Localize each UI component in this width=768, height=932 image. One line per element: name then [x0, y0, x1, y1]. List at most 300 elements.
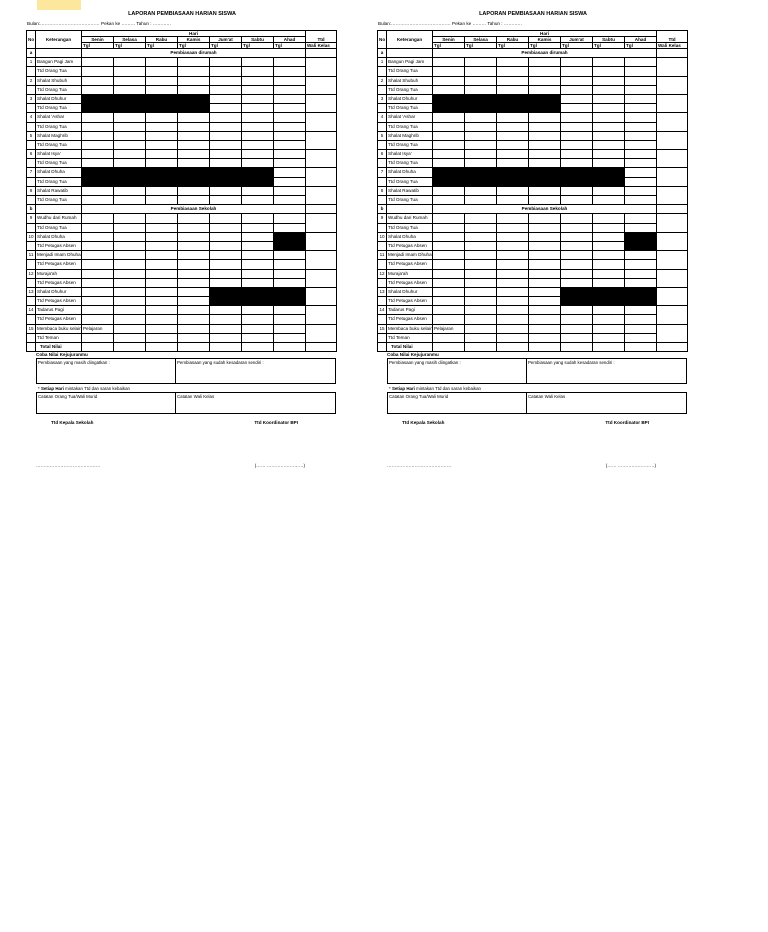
day-cell[interactable] — [242, 104, 274, 113]
day-cell[interactable] — [114, 85, 146, 94]
day-cell[interactable] — [114, 76, 146, 85]
wali-ttd-cell[interactable] — [657, 94, 688, 112]
tgl-cell[interactable]: Tgl — [497, 43, 529, 49]
wali-ttd-cell[interactable] — [306, 58, 337, 76]
wali-ttd-cell[interactable] — [657, 76, 688, 94]
day-cell[interactable] — [242, 85, 274, 94]
day-cell[interactable] — [529, 168, 561, 177]
day-cell[interactable] — [242, 168, 274, 177]
day-cell[interactable] — [561, 306, 593, 315]
day-cell[interactable] — [561, 85, 593, 94]
day-cell[interactable] — [178, 131, 210, 140]
day-cell[interactable] — [465, 76, 497, 85]
day-cell[interactable] — [242, 76, 274, 85]
day-cell[interactable] — [625, 67, 657, 76]
tgl-cell[interactable]: Tgl — [433, 43, 465, 49]
day-cell[interactable] — [114, 251, 146, 260]
day-cell[interactable] — [178, 122, 210, 131]
day-cell[interactable] — [114, 159, 146, 168]
wali-ttd-cell[interactable] — [306, 287, 337, 305]
day-cell[interactable] — [625, 306, 657, 315]
day-cell[interactable] — [82, 196, 114, 205]
day-cell[interactable] — [82, 85, 114, 94]
day-cell[interactable] — [497, 306, 529, 315]
total-cell[interactable] — [210, 343, 242, 352]
parent-notes-box[interactable]: Catatan Orang Tua/Wali Murid — [36, 392, 176, 414]
day-cell[interactable] — [625, 85, 657, 94]
day-cell[interactable] — [593, 122, 625, 131]
day-cell[interactable] — [274, 140, 306, 149]
day-cell[interactable] — [497, 297, 529, 306]
total-cell[interactable] — [146, 343, 178, 352]
day-cell[interactable] — [242, 150, 274, 159]
day-cell[interactable] — [593, 76, 625, 85]
day-cell[interactable] — [561, 269, 593, 278]
day-cell[interactable] — [82, 159, 114, 168]
day-cell[interactable] — [433, 278, 465, 287]
day-cell[interactable] — [274, 168, 306, 177]
day-cell[interactable] — [433, 159, 465, 168]
day-cell[interactable] — [497, 94, 529, 103]
day-cell[interactable] — [242, 177, 274, 186]
day-cell[interactable] — [178, 269, 210, 278]
day-cell[interactable] — [433, 214, 465, 223]
day-cell[interactable] — [178, 241, 210, 250]
day-cell[interactable] — [114, 131, 146, 140]
day-cell[interactable] — [561, 113, 593, 122]
day-cell[interactable] — [433, 297, 465, 306]
day-cell[interactable] — [593, 315, 625, 324]
day-cell[interactable] — [497, 278, 529, 287]
day-cell[interactable] — [242, 186, 274, 195]
day-cell[interactable] — [242, 67, 274, 76]
day-cell[interactable] — [242, 241, 274, 250]
day-cell[interactable] — [625, 315, 657, 324]
day-cell[interactable] — [593, 113, 625, 122]
day-cell[interactable] — [114, 67, 146, 76]
day-cell[interactable] — [210, 159, 242, 168]
day-cell[interactable] — [433, 131, 465, 140]
day-cell[interactable] — [465, 177, 497, 186]
day-cell[interactable] — [529, 315, 561, 324]
day-cell[interactable] — [274, 241, 306, 250]
tgl-cell[interactable]: Tgl — [146, 43, 178, 49]
day-cell[interactable] — [561, 260, 593, 269]
day-cell[interactable] — [625, 168, 657, 177]
day-cell[interactable] — [210, 241, 242, 250]
day-cell[interactable] — [593, 159, 625, 168]
day-cell[interactable] — [497, 58, 529, 67]
day-cell[interactable] — [529, 67, 561, 76]
day-cell[interactable] — [593, 278, 625, 287]
tgl-cell[interactable]: Tgl — [82, 43, 114, 49]
day-cell[interactable] — [465, 113, 497, 122]
day-cell[interactable] — [114, 333, 146, 342]
day-cell[interactable] — [529, 186, 561, 195]
day-cell[interactable] — [178, 278, 210, 287]
day-cell[interactable] — [561, 122, 593, 131]
day-cell[interactable] — [625, 94, 657, 103]
day-cell[interactable] — [274, 260, 306, 269]
day-cell[interactable] — [146, 177, 178, 186]
day-cell[interactable] — [210, 113, 242, 122]
wali-ttd-cell[interactable] — [306, 306, 337, 324]
day-cell[interactable] — [210, 223, 242, 232]
day-cell[interactable] — [561, 94, 593, 103]
day-cell[interactable] — [593, 251, 625, 260]
wali-ttd-cell[interactable] — [657, 131, 688, 149]
day-cell[interactable] — [146, 94, 178, 103]
day-cell[interactable] — [465, 324, 497, 333]
tgl-cell[interactable]: Tgl — [210, 43, 242, 49]
day-cell[interactable] — [465, 58, 497, 67]
day-cell[interactable] — [625, 104, 657, 113]
day-cell[interactable] — [178, 324, 210, 333]
day-cell[interactable] — [497, 140, 529, 149]
day-cell[interactable] — [593, 232, 625, 241]
day-cell[interactable] — [210, 232, 242, 241]
day-cell[interactable] — [242, 297, 274, 306]
day-cell[interactable] — [497, 287, 529, 296]
day-cell[interactable] — [178, 196, 210, 205]
parent-notes-box[interactable]: Catatan Orang Tua/Wali Murid — [387, 392, 527, 414]
day-cell[interactable] — [561, 214, 593, 223]
day-cell[interactable] — [146, 324, 178, 333]
day-cell[interactable] — [82, 177, 114, 186]
day-cell[interactable] — [561, 223, 593, 232]
day-cell[interactable] — [433, 196, 465, 205]
day-cell[interactable] — [465, 241, 497, 250]
day-cell[interactable] — [433, 186, 465, 195]
day-cell[interactable] — [465, 251, 497, 260]
day-cell[interactable] — [529, 223, 561, 232]
day-cell[interactable] — [146, 196, 178, 205]
day-cell[interactable] — [625, 177, 657, 186]
day-cell[interactable] — [593, 140, 625, 149]
day-cell[interactable] — [114, 186, 146, 195]
day-cell[interactable] — [82, 131, 114, 140]
day-cell[interactable] — [274, 67, 306, 76]
day-cell[interactable] — [529, 131, 561, 140]
day-cell[interactable] — [465, 333, 497, 342]
day-cell[interactable] — [433, 177, 465, 186]
day-cell[interactable] — [242, 324, 274, 333]
day-cell[interactable] — [529, 159, 561, 168]
day-cell[interactable] — [210, 269, 242, 278]
day-cell[interactable] — [242, 113, 274, 122]
day-cell[interactable] — [274, 85, 306, 94]
day-cell[interactable] — [529, 76, 561, 85]
day-cell[interactable] — [178, 76, 210, 85]
total-cell[interactable] — [465, 343, 497, 352]
day-cell[interactable] — [561, 333, 593, 342]
day-cell[interactable] — [593, 58, 625, 67]
day-cell[interactable] — [274, 251, 306, 260]
day-cell[interactable] — [210, 177, 242, 186]
day-cell[interactable] — [529, 140, 561, 149]
day-cell[interactable] — [433, 315, 465, 324]
day-cell[interactable] — [114, 150, 146, 159]
day-cell[interactable] — [529, 278, 561, 287]
tgl-cell[interactable]: Tgl — [465, 43, 497, 49]
teacher-notes-box[interactable]: Catatan Wali Kelas — [176, 392, 336, 414]
wali-ttd-cell[interactable] — [657, 113, 688, 131]
day-cell[interactable] — [465, 287, 497, 296]
day-cell[interactable] — [529, 287, 561, 296]
day-cell[interactable] — [178, 58, 210, 67]
wali-ttd-cell[interactable] — [657, 168, 688, 186]
day-cell[interactable] — [114, 232, 146, 241]
day-cell[interactable] — [210, 324, 242, 333]
day-cell[interactable] — [625, 214, 657, 223]
day-cell[interactable] — [433, 260, 465, 269]
day-cell[interactable] — [465, 168, 497, 177]
tgl-cell[interactable]: Tgl — [178, 43, 210, 49]
day-cell[interactable] — [497, 214, 529, 223]
wali-ttd-cell[interactable] — [306, 76, 337, 94]
day-cell[interactable] — [82, 122, 114, 131]
total-cell[interactable] — [529, 343, 561, 352]
day-cell[interactable] — [274, 315, 306, 324]
teacher-notes-box[interactable]: Catatan Wali Kelas — [527, 392, 687, 414]
day-cell[interactable] — [210, 214, 242, 223]
day-cell[interactable] — [210, 67, 242, 76]
day-cell[interactable] — [625, 278, 657, 287]
day-cell[interactable] — [529, 58, 561, 67]
day-cell[interactable] — [82, 278, 114, 287]
day-cell[interactable] — [146, 76, 178, 85]
day-cell[interactable] — [146, 131, 178, 140]
day-cell[interactable] — [274, 122, 306, 131]
day-cell[interactable] — [178, 223, 210, 232]
day-cell[interactable] — [274, 131, 306, 140]
day-cell[interactable] — [497, 150, 529, 159]
day-cell[interactable] — [178, 186, 210, 195]
day-cell[interactable] — [82, 104, 114, 113]
day-cell[interactable] — [433, 269, 465, 278]
day-cell[interactable] — [242, 287, 274, 296]
day-cell[interactable] — [561, 67, 593, 76]
day-cell[interactable] — [82, 58, 114, 67]
day-cell[interactable] — [593, 223, 625, 232]
day-cell[interactable] — [593, 186, 625, 195]
day-cell[interactable] — [433, 168, 465, 177]
wali-ttd-cell[interactable] — [306, 186, 337, 204]
day-cell[interactable] — [82, 306, 114, 315]
wali-ttd-cell[interactable] — [306, 113, 337, 131]
day-cell[interactable] — [210, 140, 242, 149]
day-cell[interactable] — [529, 251, 561, 260]
day-cell[interactable] — [561, 104, 593, 113]
day-cell[interactable] — [274, 306, 306, 315]
wali-ttd-cell[interactable] — [306, 168, 337, 186]
day-cell[interactable] — [242, 306, 274, 315]
day-cell[interactable] — [114, 297, 146, 306]
day-cell[interactable] — [114, 260, 146, 269]
day-cell[interactable] — [114, 214, 146, 223]
day-cell[interactable] — [274, 232, 306, 241]
day-cell[interactable] — [593, 297, 625, 306]
total-cell[interactable] — [625, 343, 657, 352]
day-cell[interactable] — [146, 297, 178, 306]
total-cell[interactable] — [561, 343, 593, 352]
day-cell[interactable] — [242, 260, 274, 269]
day-cell[interactable] — [210, 251, 242, 260]
day-cell[interactable] — [433, 85, 465, 94]
day-cell[interactable] — [593, 104, 625, 113]
day-cell[interactable] — [274, 177, 306, 186]
day-cell[interactable] — [529, 94, 561, 103]
day-cell[interactable] — [82, 168, 114, 177]
day-cell[interactable] — [114, 278, 146, 287]
wali-ttd-cell[interactable] — [306, 269, 337, 287]
total-cell[interactable] — [274, 343, 306, 352]
day-cell[interactable] — [529, 260, 561, 269]
day-cell[interactable] — [274, 196, 306, 205]
day-cell[interactable] — [625, 269, 657, 278]
day-cell[interactable] — [146, 278, 178, 287]
day-cell[interactable] — [274, 150, 306, 159]
day-cell[interactable] — [178, 214, 210, 223]
day-cell[interactable] — [465, 131, 497, 140]
day-cell[interactable] — [178, 315, 210, 324]
day-cell[interactable] — [82, 297, 114, 306]
day-cell[interactable] — [274, 269, 306, 278]
day-cell[interactable] — [465, 306, 497, 315]
day-cell[interactable] — [593, 131, 625, 140]
day-cell[interactable] — [529, 333, 561, 342]
day-cell[interactable] — [433, 94, 465, 103]
day-cell[interactable] — [497, 223, 529, 232]
day-cell[interactable] — [465, 196, 497, 205]
day-cell[interactable] — [497, 232, 529, 241]
day-cell[interactable] — [82, 333, 114, 342]
day-cell[interactable] — [529, 214, 561, 223]
day-cell[interactable] — [274, 278, 306, 287]
day-cell[interactable] — [433, 67, 465, 76]
day-cell[interactable] — [497, 168, 529, 177]
day-cell[interactable] — [210, 122, 242, 131]
day-cell[interactable] — [561, 140, 593, 149]
day-cell[interactable] — [146, 269, 178, 278]
day-cell[interactable] — [593, 260, 625, 269]
day-cell[interactable] — [114, 223, 146, 232]
day-cell[interactable] — [242, 278, 274, 287]
day-cell[interactable] — [178, 159, 210, 168]
day-cell[interactable] — [561, 196, 593, 205]
day-cell[interactable] — [625, 113, 657, 122]
day-cell[interactable] — [497, 67, 529, 76]
day-cell[interactable] — [114, 58, 146, 67]
day-cell[interactable] — [529, 241, 561, 250]
day-cell[interactable] — [529, 324, 561, 333]
day-cell[interactable] — [210, 315, 242, 324]
total-cell[interactable] — [497, 343, 529, 352]
day-cell[interactable] — [497, 122, 529, 131]
day-cell[interactable] — [210, 297, 242, 306]
day-cell[interactable] — [210, 131, 242, 140]
day-cell[interactable] — [274, 186, 306, 195]
day-cell[interactable] — [465, 315, 497, 324]
day-cell[interactable] — [210, 287, 242, 296]
day-cell[interactable] — [242, 196, 274, 205]
day-cell[interactable] — [625, 131, 657, 140]
day-cell[interactable] — [242, 214, 274, 223]
wali-ttd-cell[interactable] — [306, 324, 337, 342]
day-cell[interactable] — [114, 140, 146, 149]
total-cell[interactable] — [178, 343, 210, 352]
day-cell[interactable] — [625, 241, 657, 250]
day-cell[interactable] — [529, 196, 561, 205]
day-cell[interactable] — [433, 287, 465, 296]
self-aware-habits-box[interactable]: Pembiasaan yang sudah kesadaran sendiri : — [176, 358, 336, 384]
reminded-habits-box[interactable]: Pembiasaan yang masih diingatkan : — [36, 358, 176, 384]
day-cell[interactable] — [497, 324, 529, 333]
day-cell[interactable] — [210, 94, 242, 103]
day-cell[interactable] — [497, 196, 529, 205]
day-cell[interactable] — [625, 76, 657, 85]
day-cell[interactable] — [210, 150, 242, 159]
day-cell[interactable] — [433, 113, 465, 122]
day-cell[interactable] — [178, 251, 210, 260]
day-cell[interactable] — [593, 269, 625, 278]
day-cell[interactable] — [529, 104, 561, 113]
day-cell[interactable] — [497, 131, 529, 140]
day-cell[interactable] — [561, 76, 593, 85]
day-cell[interactable] — [497, 333, 529, 342]
tgl-cell[interactable]: Tgl — [593, 43, 625, 49]
day-cell[interactable] — [146, 104, 178, 113]
day-cell[interactable] — [593, 333, 625, 342]
wali-ttd-cell[interactable] — [657, 306, 688, 324]
wali-ttd-cell[interactable] — [657, 58, 688, 76]
self-aware-habits-box[interactable]: Pembiasaan yang sudah kesadaran sendiri : — [527, 358, 687, 384]
day-cell[interactable] — [146, 122, 178, 131]
day-cell[interactable] — [178, 150, 210, 159]
day-cell[interactable] — [114, 94, 146, 103]
total-cell[interactable] — [82, 343, 114, 352]
day-cell[interactable] — [433, 140, 465, 149]
day-cell[interactable] — [625, 324, 657, 333]
day-cell[interactable] — [274, 94, 306, 103]
day-cell[interactable] — [242, 269, 274, 278]
day-cell[interactable] — [593, 168, 625, 177]
day-cell[interactable] — [242, 251, 274, 260]
day-cell[interactable] — [465, 297, 497, 306]
day-cell[interactable] — [497, 113, 529, 122]
day-cell[interactable] — [82, 251, 114, 260]
day-cell[interactable] — [529, 122, 561, 131]
day-cell[interactable] — [433, 251, 465, 260]
tgl-cell[interactable]: Tgl — [114, 43, 146, 49]
day-cell[interactable] — [242, 94, 274, 103]
day-cell[interactable] — [114, 104, 146, 113]
day-cell[interactable] — [625, 232, 657, 241]
day-cell[interactable] — [210, 196, 242, 205]
day-cell[interactable] — [178, 85, 210, 94]
day-cell[interactable] — [178, 306, 210, 315]
day-cell[interactable] — [561, 58, 593, 67]
total-cell[interactable] — [306, 343, 337, 352]
tgl-cell[interactable]: Tgl — [529, 43, 561, 49]
day-cell[interactable] — [497, 315, 529, 324]
day-cell[interactable] — [82, 241, 114, 250]
principal-sign-line[interactable]: …………………………………… — [36, 463, 101, 469]
wali-ttd-cell[interactable] — [657, 269, 688, 287]
day-cell[interactable] — [210, 333, 242, 342]
day-cell[interactable] — [242, 122, 274, 131]
day-cell[interactable] — [210, 85, 242, 94]
